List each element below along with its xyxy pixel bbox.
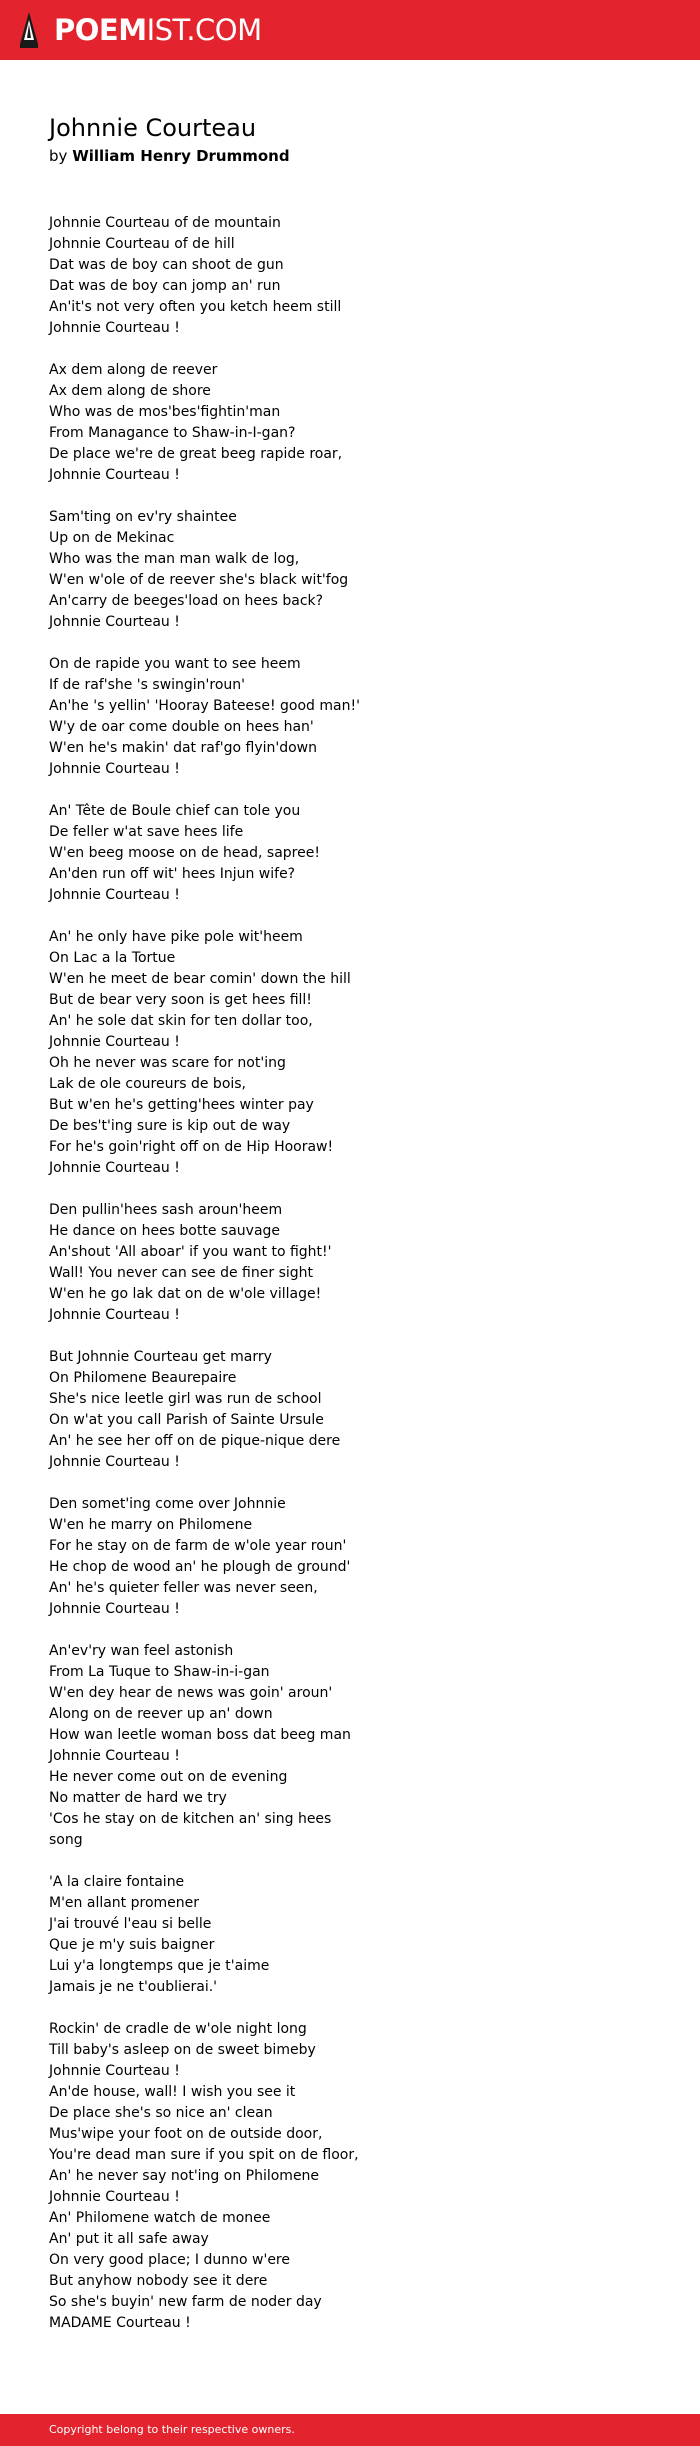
poem-line: W'en he's makin' dat raf'go flyin'down [49,740,318,756]
poem-line: An'den run off wit' hees Injun wife? [49,866,296,882]
poem-line: De bes't'ing sure is kip out de way [49,1118,291,1134]
poem-line: An' put it all safe away [49,2231,209,2247]
poem-line: An' he never say not'ing on Philomene [49,2168,320,2184]
site-header [0,0,700,60]
poem-title: Johnnie Courteau [49,114,257,142]
poem-line: Lak de ole coureurs de bois, [49,1076,247,1092]
poem-line: But w'en he's getting'hees winter pay [49,1097,314,1113]
poem-line: Who was the man man walk de log, [49,551,300,567]
poem-line: Ax dem along de reever [49,362,218,378]
poem-line: Jamais je ne t'oublierai.' [49,1979,218,1995]
poem-line: Dat was de boy can shoot de gun [49,257,284,273]
poem-line: Johnnie Courteau ! [49,1601,180,1617]
poem-line: Johnnie Courteau ! [49,1454,180,1470]
poem-line: An'de house, wall! I wish you see it [49,2084,296,2100]
poem-line: M'en allant promener [49,1895,200,1911]
brand-bold-text: POEM [54,13,147,47]
poem-line: He chop de wood an' he plough de ground' [49,1559,351,1575]
poem-line: Up on de Mekinac [49,530,175,546]
poem-line: W'en he meet de bear comin' down the hill [49,971,351,987]
poem-line: Wall! You never can see de finer sight [49,1265,314,1281]
poem-line: On Lac a la Tortue [49,950,176,966]
pen-nib-icon[interactable] [18,10,40,50]
poem-line: De place she's so nice an' clean [49,2105,273,2121]
poem-line: But anyhow nobody see it dere [49,2273,268,2289]
poem-line: Que je m'y suis baigner [49,1937,215,1953]
poem-line: Sam'ting on ev'ry shaintee [49,509,237,525]
poem-line: On very good place; I dunno w'ere [49,2252,290,2268]
poem-line: W'en dey hear de news was goin' aroun' [49,1685,333,1701]
poem-line: Johnnie Courteau ! [49,467,180,483]
poem-line: Rockin' de cradle de w'ole night long [49,2021,307,2037]
poem-line: Oh he never was scare for not'ing [49,1055,286,1071]
poem-line: Johnnie Courteau ! [49,2063,180,2079]
poem-line: Johnnie Courteau ! [49,2189,180,2205]
poem-line: An'shout 'All aboar' if you want to fight!' [49,1244,332,1260]
poem-line: Den pullin'hees sash aroun'heem [49,1202,283,1218]
poem-line: An'it's not very often you ketch heem still [49,299,342,315]
poem-content [49,112,669,2355]
poem-stanza [49,213,369,339]
poem-line: Johnnie Courteau ! [49,1160,180,1176]
poem-line: J'ai trouvé l'eau si belle [49,1916,212,1932]
poem-line: 'A la claire fontaine [49,1874,185,1890]
poem-line: De feller w'at save hees life [49,824,244,840]
poem-line: Mus'wipe your foot on de outside door, [49,2126,323,2142]
poem-stanza [49,801,369,906]
poem-line: From La Tuque to Shaw-in-i-gan [49,1664,270,1680]
poem-line: De place we're de great beeg rapide roar, [49,446,343,462]
poem-stanza [49,507,369,633]
poem-line: An'ev'ry wan feel astonish [49,1643,234,1659]
poem-line: If de raf'she 's swingin'roun' [49,677,246,693]
poem-stanza [49,360,369,486]
poem-line: Along on de reever up an' down [49,1706,273,1722]
poem-line: MADAME Courteau ! [49,2315,191,2331]
poem-line: She's nice leetle girl was run de school [49,1391,322,1407]
poem-line: Den somet'ing come over Johnnie [49,1496,286,1512]
poem-stanza [49,1494,369,1620]
poem-line: W'en he marry on Philomene [49,1517,253,1533]
poem-line: W'y de oar come double on hees han' [49,719,314,735]
poem-line: Johnnie Courteau ! [49,887,180,903]
poem-line: Johnnie Courteau ! [49,1307,180,1323]
poem-line: Johnnie Courteau ! [49,1034,180,1050]
poem-body [49,213,369,2334]
poem-line: Who was de mos'bes'fightin'man [49,404,281,420]
poem-line: Ax dem along de shore [49,383,211,399]
poem-line: Johnnie Courteau of de mountain [49,215,281,231]
byline [49,145,669,167]
poem-line: On de rapide you want to see heem [49,656,301,672]
poem-line: How wan leetle woman boss dat beeg man [49,1727,351,1743]
poem-stanza [49,1872,369,1998]
poem-line: He never come out on de evening [49,1769,288,1785]
poem-line: He dance on hees botte sauvage [49,1223,281,1239]
poem-line: But Johnnie Courteau get marry [49,1349,272,1365]
poem-line: An' he only have pike pole wit'heem [49,929,303,945]
poem-stanza [49,1347,369,1473]
poem-line: On w'at you call Parish of Sainte Ursule [49,1412,324,1428]
poem-line: An'he 's yellin' 'Hooray Bateese! good man!' [49,698,360,714]
site-logo-link[interactable] [54,13,262,47]
poem-stanza [49,927,369,1179]
poem-line: 'Cos he stay on de kitchen an' sing hees song [49,1811,332,1848]
poem-line: An' he see her off on de pique-nique dere [49,1433,341,1449]
poem-line: So she's buyin' new farm de noder day [49,2294,322,2310]
poem-line: Lui y'a longtemps que je t'aime [49,1958,270,1974]
poem-line: An'carry de beeges'load on hees back? [49,593,324,609]
poem-line: On Philomene Beaurepaire [49,1370,237,1386]
poem-line: For he's goin'right off on de Hip Hooraw! [49,1139,334,1155]
poem-line: An' Tête de Boule chief can tole you [49,803,301,819]
poem-stanza [49,654,369,780]
poem-line: But de bear very soon is get hees fill! [49,992,312,1008]
poem-line: From Managance to Shaw-in-I-gan? [49,425,296,441]
poem-line: An' he sole dat skin for ten dollar too, [49,1013,313,1029]
poem-author: William Henry Drummond [72,147,290,165]
poem-stanza [49,2019,369,2334]
poem-stanza [49,1200,369,1326]
poem-line: No matter de hard we try [49,1790,227,1806]
poem-line: An' Philomene watch de monee [49,2210,271,2226]
poem-line: Dat was de boy can jomp an' run [49,278,281,294]
poem-line: W'en he go lak dat on de w'ole village! [49,1286,322,1302]
poem-line: Johnnie Courteau ! [49,320,180,336]
copyright-text: Copyright belong to their respective owners. [49,2423,295,2436]
by-label: by [49,147,68,165]
poem-line: Till baby's asleep on de sweet bimeby [49,2042,316,2058]
poem-stanza [49,1641,369,1851]
poem-line: You're dead man sure if you spit on de floor, [49,2147,359,2163]
poem-line: W'en beeg moose on de head, sapree! [49,845,320,861]
poem-line: Johnnie Courteau ! [49,614,180,630]
brand-light-text: IST.COM [146,13,262,47]
poem-line: An' he's quieter feller was never seen, [49,1580,318,1596]
poem-line: W'en w'ole of de reever she's black wit'fog [49,572,349,588]
poem-line: Johnnie Courteau ! [49,761,180,777]
poem-line: Johnnie Courteau of de hill [49,236,235,252]
poem-line: For he stay on de farm de w'ole year roun' [49,1538,347,1554]
site-footer [0,2414,700,2446]
poem-line: Johnnie Courteau ! [49,1748,180,1764]
